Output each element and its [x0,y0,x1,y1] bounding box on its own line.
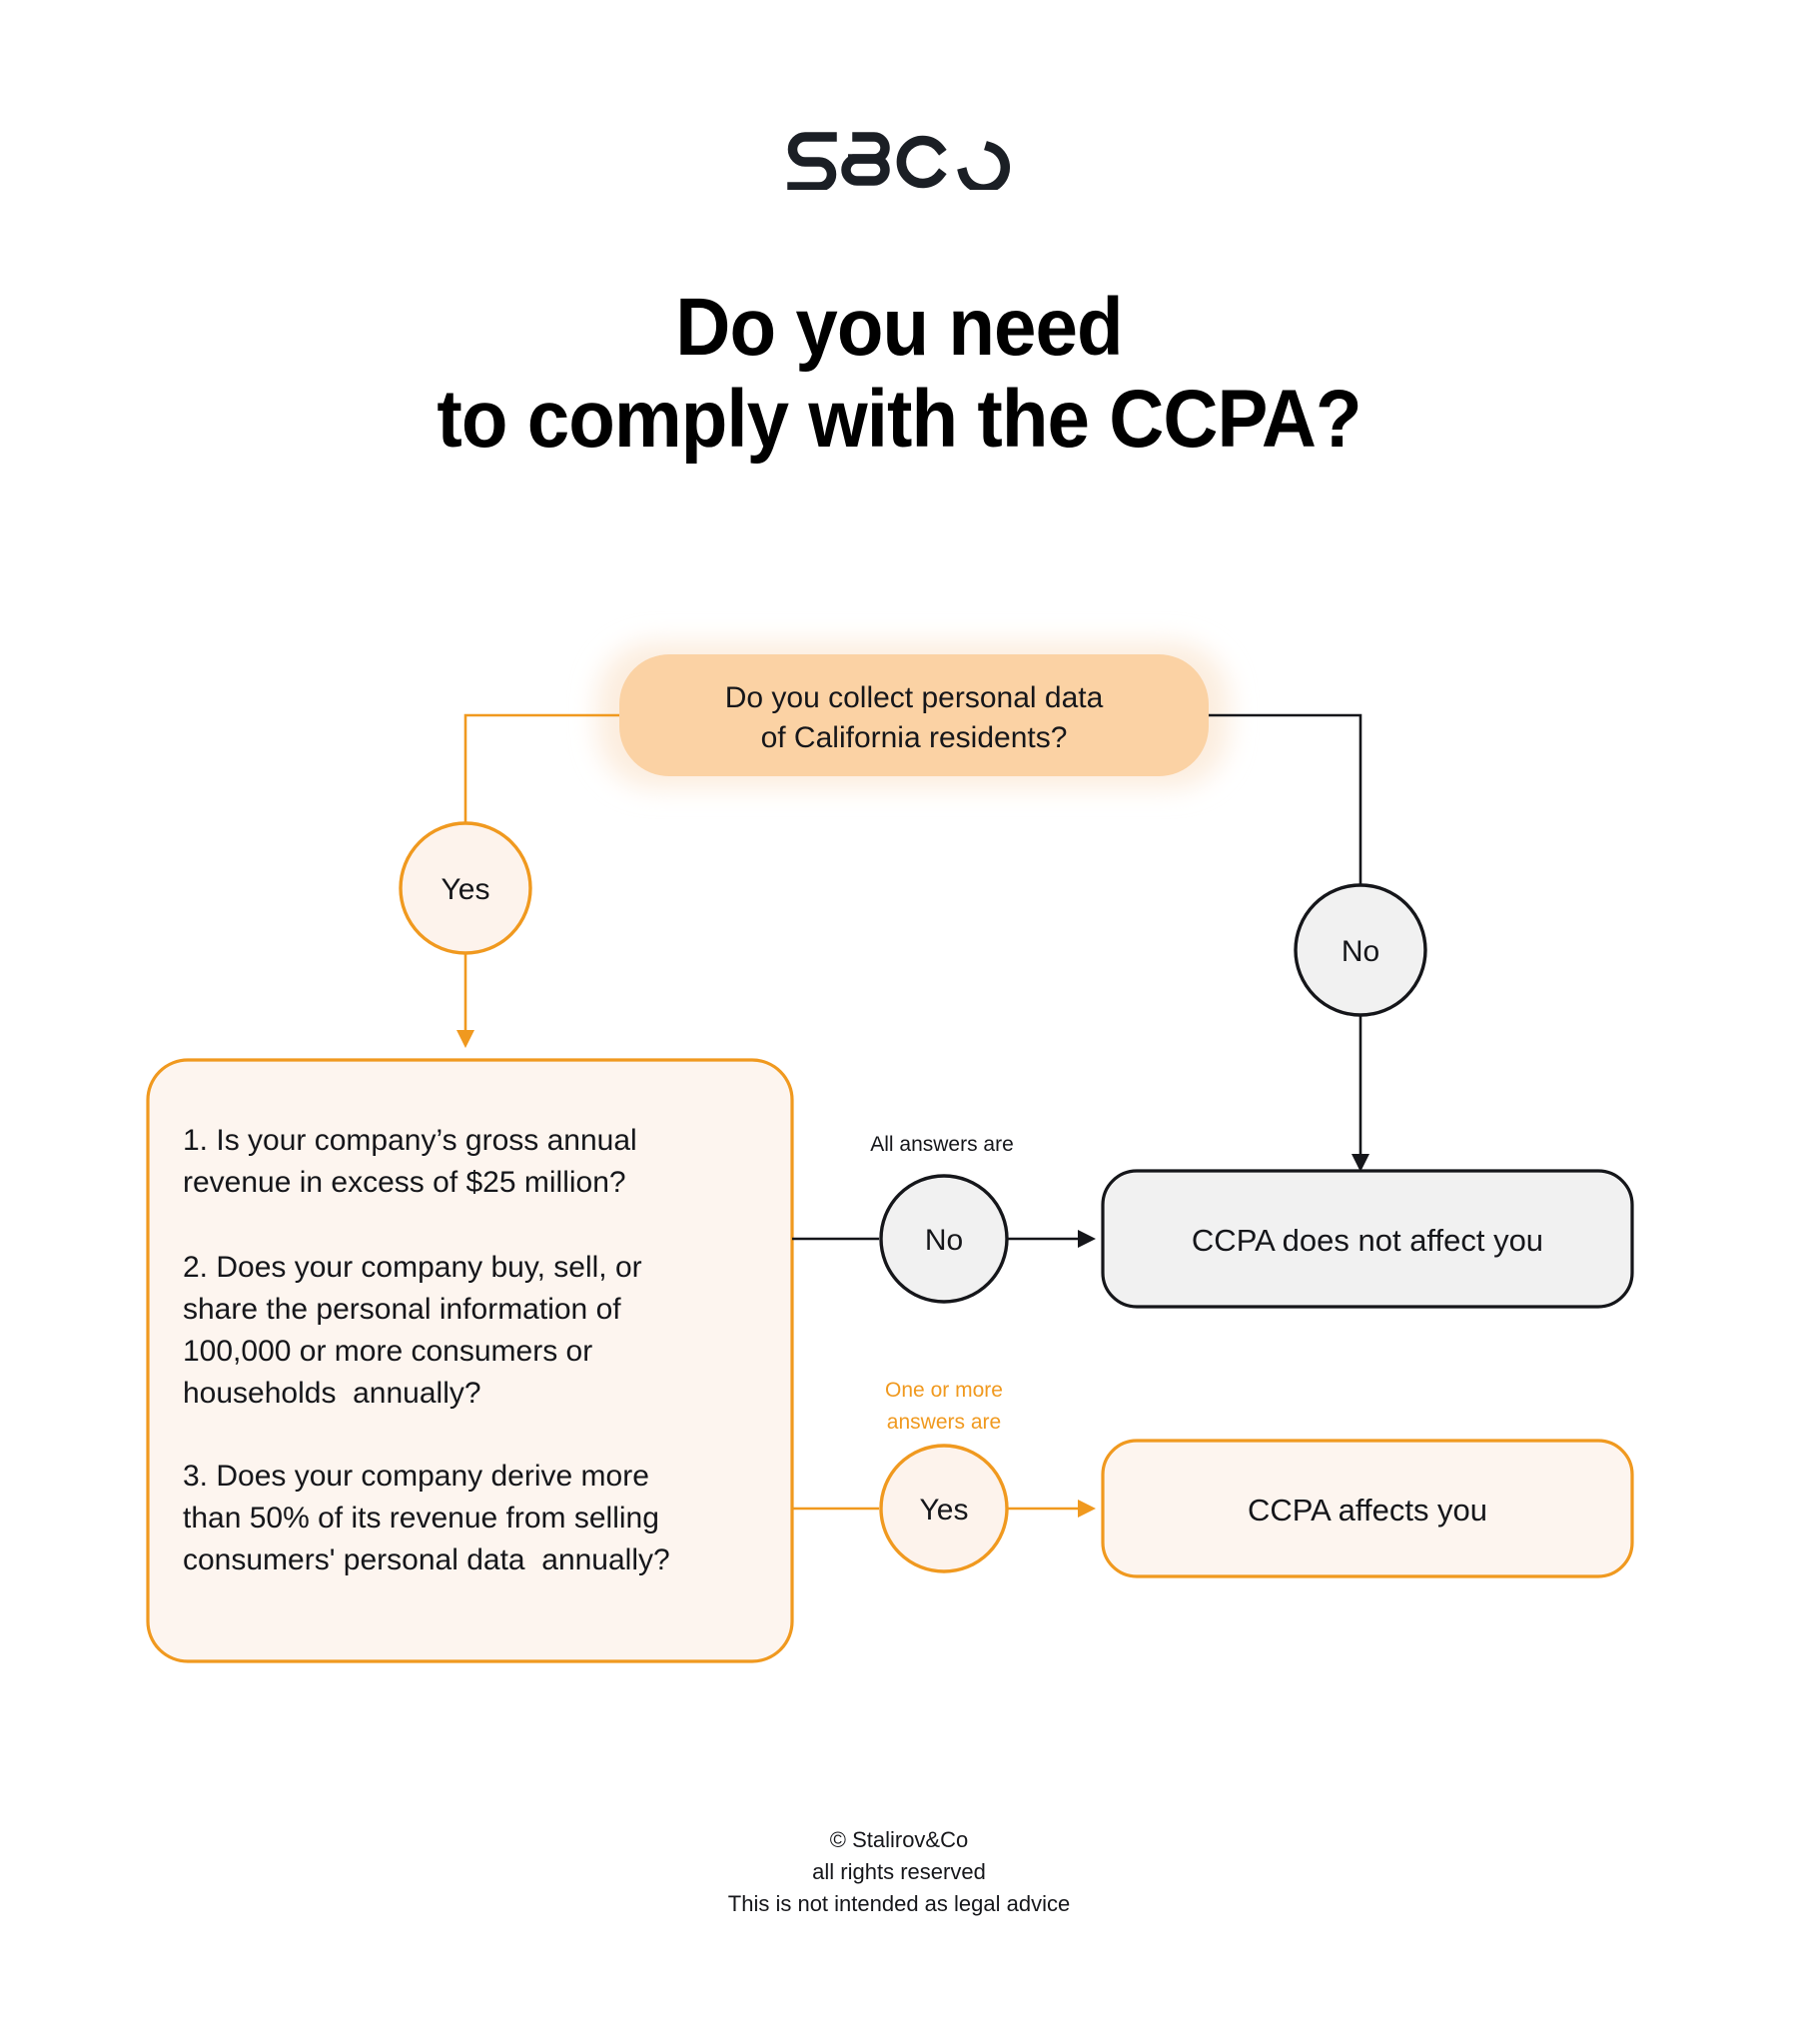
start-node [597,642,1229,788]
answer-no-label: No [924,1224,964,1257]
result-affect-node [1103,1441,1632,1576]
result-not-affect-node [1103,1171,1632,1307]
edge-start-to-no [1209,715,1360,885]
branch-yes-circle [401,823,530,953]
question-1-line1: 1. Is your company’s gross annual [183,1124,637,1157]
edge-label-one-or-more-line1: One or more [885,1379,1003,1402]
answer-yes-label: Yes [919,1494,969,1527]
edge-label-one-or-more-line2: answers are [886,1411,1002,1434]
question-3-line3: consumers' personal data annually? [183,1543,670,1576]
branch-no-label: No [1341,935,1380,968]
result-not-affect-label: CCPA does not affect you [1191,1223,1544,1258]
answer-yes-circle [881,1446,1007,1571]
question-2-line4: households annually? [183,1377,481,1410]
footer-copyright: © Stalirov&Co [829,1827,969,1852]
question-3-line2: than 50% of its revenue from selling [183,1502,659,1534]
question-2-line3: 100,000 or more consumers or [183,1335,593,1368]
question-2-line1: 2. Does your company buy, sell, or [183,1251,642,1284]
footer-rights: all rights reserved [812,1858,986,1884]
answer-no-circle [881,1176,1007,1302]
page-title-line2: to comply with the CCPA? [437,373,1361,465]
footer-disclaimer: This is not intended as legal advice [727,1890,1071,1916]
edge-label-all-answers: All answers are [870,1133,1014,1156]
branch-no-circle [1296,885,1425,1015]
result-affect-label: CCPA affects you [1247,1493,1488,1528]
footer [0,1824,1798,1920]
edge-start-to-yes [465,715,619,835]
start-node-line2: of California residents? [760,721,1068,754]
question-1-line2: revenue in excess of $25 million? [183,1166,626,1199]
start-node-line1: Do you collect personal data [724,681,1104,714]
questions-box [148,1060,792,1661]
start-node-body [619,654,1209,776]
question-2-line2: share the personal information of [183,1293,621,1326]
question-3-line1: 3. Does your company derive more [183,1460,649,1493]
branch-yes-label: Yes [441,873,490,906]
page-title-line1: Do you need [675,282,1123,373]
